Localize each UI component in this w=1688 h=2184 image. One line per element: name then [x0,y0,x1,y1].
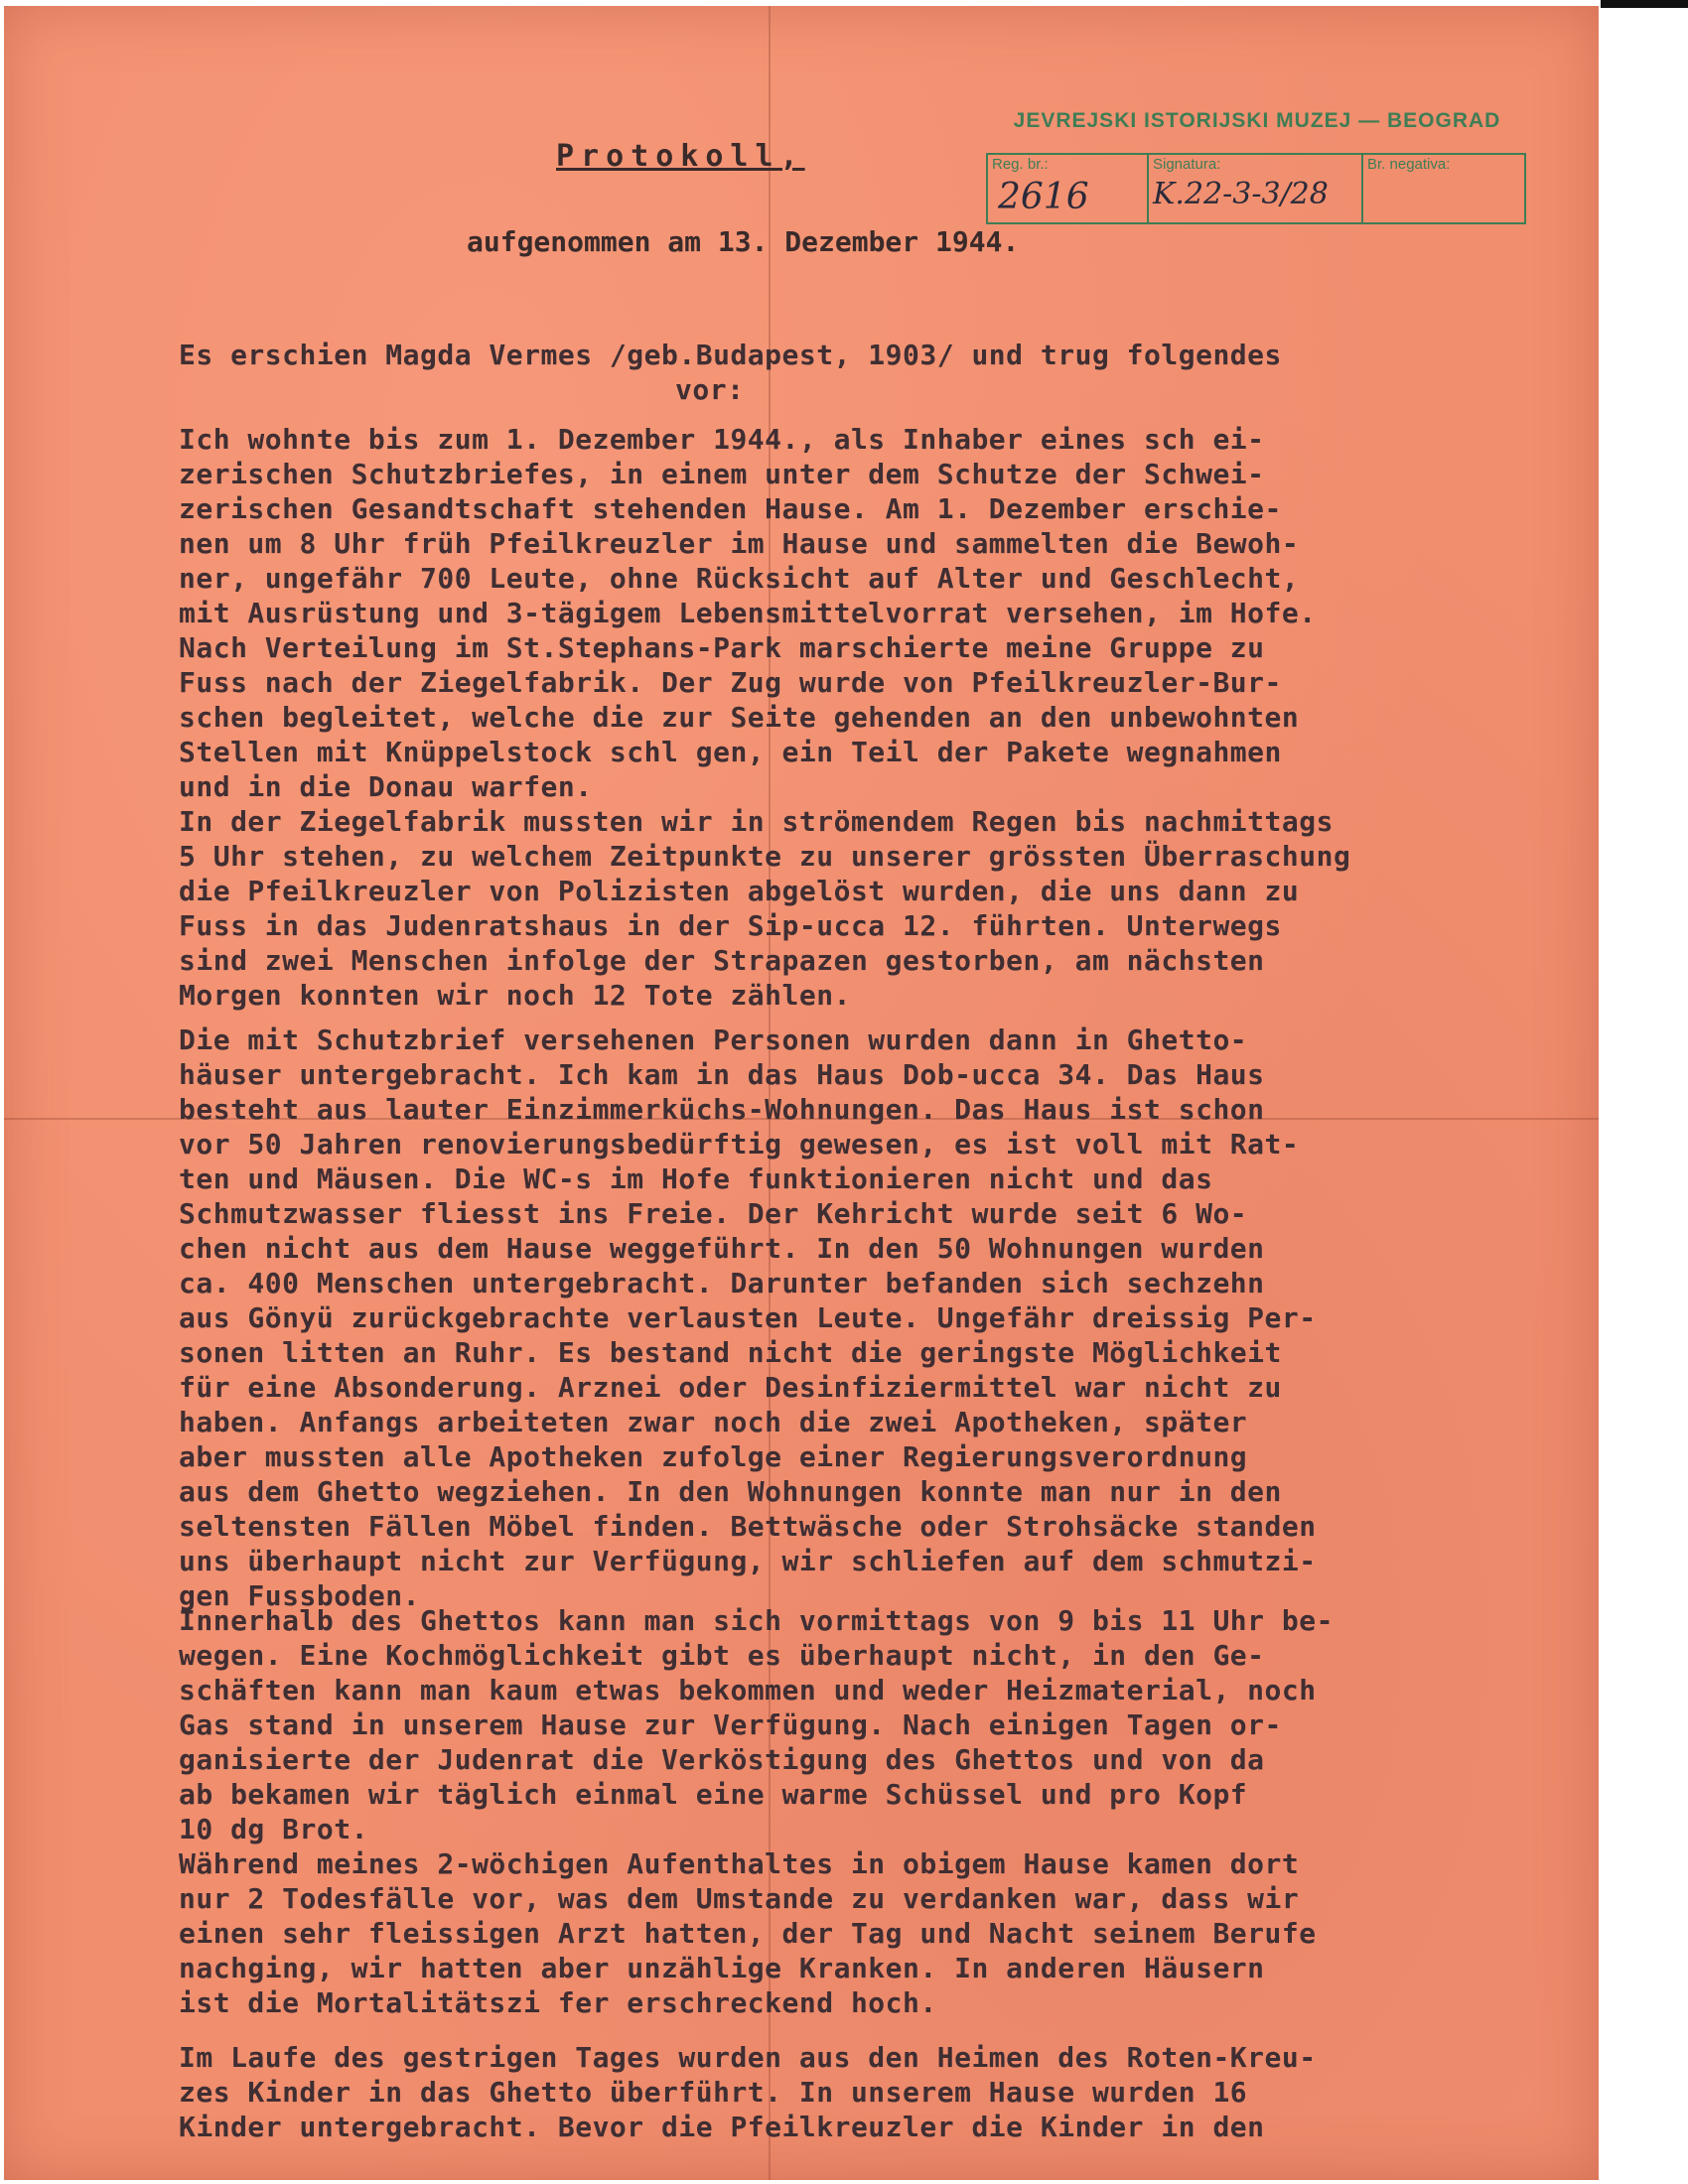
dateline: aufgenommen am 13. Dezember 1944. [467,225,1020,258]
stamp-reg-box [986,153,1149,224]
text-line: schäften kann man kaum etwas bekommen und weder Heizmaterial, noch [179,1674,1317,1706]
page-title: Protokoll, [556,139,805,174]
text-line: Nach Verteilung im St.Stephans-Park marschierte meine Gruppe zu [179,631,1265,664]
text-line: mit Ausrüstung und 3-tägigem Lebensmittelvorrat versehen, im Hofe. [179,597,1317,629]
text-line: Fuss nach der Ziegelfabrik. Der Zug wurde von Pfeilkreuzler-Bur- [179,666,1282,699]
paragraph-6 [179,2040,1539,2144]
paragraph-3 [179,1023,1539,1613]
text-line: Morgen konnten wir noch 12 Tote zählen. [179,979,851,1012]
text-line: Ich wohnte bis zum 1. Dezember 1944., als Inhaber eines sch ei- [179,423,1265,456]
text-line: zerischen Gesandtschaft stehenden Hause. Am 1. Dezember erschie- [179,492,1282,525]
text-line: 10 dg Brot. [179,1813,368,1845]
text-line: aus Gönyü zurückgebrachte verlausten Leute. Ungefähr dreissig Per- [179,1301,1317,1334]
text-line: Innerhalb des Ghettos kann man sich vormittags von 9 bis 11 Uhr be- [179,1604,1334,1637]
paragraph-4 [179,1603,1539,1846]
text-line: seltensten Fällen Möbel finden. Bettwäsche oder Strohsäcke standen [179,1510,1317,1543]
text-line: nur 2 Todesfälle vor, was dem Umstande zu verdanken war, dass wir [179,1882,1300,1915]
text-line: schen begleitet, welche die zur Seite gehenden an den unbewohnten [179,701,1300,734]
text-line: häuser untergebracht. Ich kam in das Haus Dob-ucca 34. Das Haus [179,1058,1265,1091]
text-line: Fuss in das Judenratshaus in der Sip-ucca 12. führten. Unterwegs [179,909,1282,942]
text-line: chen nicht aus dem Hause weggeführt. In den 50 Wohnungen wurden [179,1232,1265,1265]
stamp-signatura-value: K.22-3-3/28 [1153,177,1329,211]
text-line: Kinder untergebracht. Bevor die Pfeilkreuzler die Kinder in den [179,2111,1265,2143]
text-line: ten und Mäusen. Die WC-s im Hofe funktionieren nicht und das [179,1162,1213,1195]
stamp-reg-label: Reg. br.: [992,156,1049,173]
text-line: Während meines 2-wöchigen Aufenthaltes in obigem Hause kamen dort [179,1847,1300,1880]
stamp-reg-value: 2616 [998,177,1089,217]
text-line: Stellen mit Knüppelstock schl gen, ein Teil der Pakete wegnahmen [179,736,1282,768]
paragraph-5 [179,1846,1539,2020]
intro-block [179,338,1539,407]
text-line: sonen litten an Ruhr. Es bestand nicht die geringste Möglichkeit [179,1336,1282,1369]
paragraph-1 [179,422,1539,804]
text-line: nachging, wir hatten aber unzählige Kranken. In anderen Häusern [179,1952,1265,1984]
text-line: besteht aus lauter Einzimmerküchs-Wohnungen. Das Haus ist schon [179,1093,1265,1126]
text-line: zes Kinder in das Ghetto überführt. In unserem Hause wurden 16 [179,2076,1248,2109]
text-line: ner, ungefähr 700 Leute, ohne Rücksicht auf Alter und Geschlecht, [179,562,1300,595]
text-line: haben. Anfangs arbeiteten zwar noch die zwei Apotheken, später [179,1406,1248,1438]
text-line: sind zwei Menschen infolge der Strapazen gestorben, am nächsten [179,944,1265,977]
text-line: Schmutzwasser fliesst ins Freie. Der Kehricht wurde seit 6 Wo- [179,1197,1248,1230]
text-line: die Pfeilkreuzler von Polizisten abgelöst wurden, die uns dann zu [179,875,1300,907]
text-line: Im Laufe des gestrigen Tages wurden aus den Heimen des Roten-Kreu- [179,2041,1317,2074]
stamp-signatura-box [1147,153,1363,224]
stamp-signatura-label: Signatura: [1153,156,1221,173]
text-line: nen um 8 Uhr früh Pfeilkreuzler im Hause und sammelten die Bewoh- [179,527,1300,560]
text-line: Gas stand in unserem Hause zur Verfügung. Nach einigen Tagen or- [179,1708,1282,1741]
scan-corner-mark [1601,0,1688,8]
text-line: aus dem Ghetto wegziehen. In den Wohnungen konnte man nur in den [179,1475,1282,1508]
text-line: aber mussten alle Apotheken zufolge einer Regierungsverordnung [179,1440,1248,1473]
text-line: In der Ziegelfabrik mussten wir in strömendem Regen bis nachmittags [179,805,1334,838]
text-line: ca. 400 Menschen untergebracht. Darunter befanden sich sechzehn [179,1267,1265,1299]
intro-line: vor: [675,373,745,406]
intro-line: Es erschien Magda Vermes /geb.Budapest, 1903/ und trug folgendes [179,339,1282,371]
text-line: ganisierte der Judenrat die Verköstigung des Ghettos und von da [179,1743,1265,1776]
text-line: ist die Mortalitätszi fer erschreckend hoch. [179,1986,937,2019]
text-line: uns überhaupt nicht zur Verfügung, wir schliefen auf dem schmutzi- [179,1545,1317,1577]
text-line: für eine Absonderung. Arznei oder Desinfiziermittel war nicht zu [179,1371,1282,1404]
paragraph-2 [179,804,1539,1013]
text-line: vor 50 Jahren renovierungsbedürftig gewesen, es ist voll mit Rat- [179,1128,1300,1160]
stamp-negative-box [1361,153,1526,224]
text-line: 5 Uhr stehen, zu welchem Zeitpunkte zu unserer grössten Überraschung [179,840,1351,873]
text-line: Die mit Schutzbrief versehenen Personen wurden dann in Ghetto- [179,1024,1248,1056]
text-line: wegen. Eine Kochmöglichkeit gibt es überhaupt nicht, in den Ge- [179,1639,1265,1672]
archive-stamp [986,109,1528,226]
stamp-title: JEVREJSKI ISTORIJSKI MUZEJ — BEOGRAD [1013,109,1501,132]
stamp-negative-label: Br. negativa: [1367,156,1451,173]
text-line: gen Fussboden. [179,1579,421,1612]
text-line: ab bekamen wir täglich einmal eine warme Schüssel und pro Kopf [179,1778,1248,1811]
text-line: und in die Donau warfen. [179,770,593,803]
text-line: einen sehr fleissigen Arzt hatten, der Tag und Nacht seinem Berufe [179,1917,1317,1950]
text-line: zerischen Schutzbriefes, in einem unter dem Schutze der Schwei- [179,458,1265,490]
